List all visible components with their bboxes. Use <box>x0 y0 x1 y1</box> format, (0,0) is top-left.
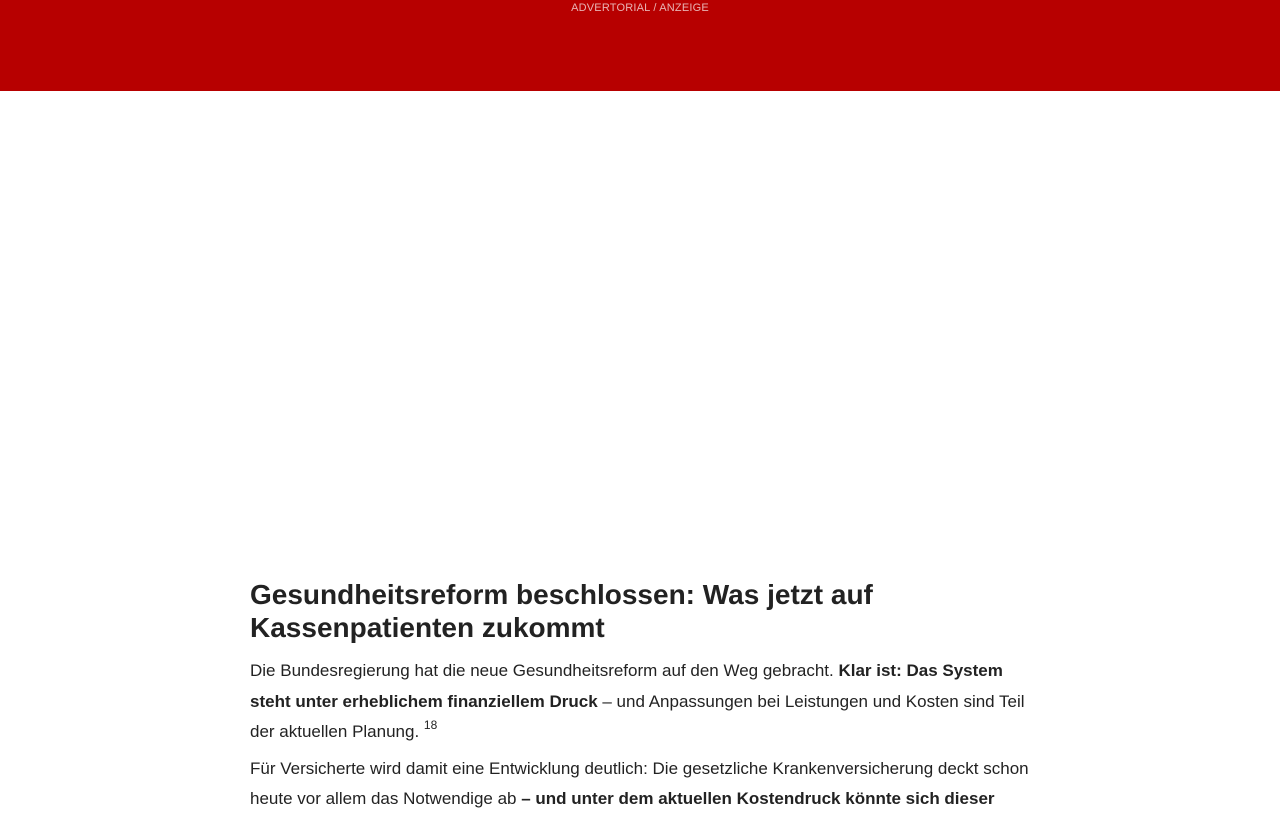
top-banner <box>0 0 1280 91</box>
hero-image-placeholder <box>0 91 1280 571</box>
article-headline: Gesundheitsreform beschlossen: Was jetzt auf Kassenpatienten zukommt <box>250 579 873 643</box>
advertorial-label: ADVERTORIAL / ANZEIGE <box>571 2 709 14</box>
paragraph-second <box>250 754 1040 815</box>
paragraph-text: Die Bundesregierung hat die neue Gesundheitsreform auf den Weg gebracht. <box>250 661 839 680</box>
paragraph-intro <box>250 656 1040 748</box>
paragraph-bold-text: – und unter dem aktuellen Kostendruck könnte sich dieser <box>521 789 995 808</box>
paragraph-text: Für Versicherte wird damit eine Entwicklung deutlich: Die gesetzliche Krankenversicherung deckt schon heute vor allem das Notwendige ab <box>250 758 1029 808</box>
paragraph-bold-text: Klar ist: Das System steht unter erheblichem finanziellem Druck <box>250 661 1003 711</box>
footnote-link[interactable]: 18 <box>423 718 438 732</box>
paragraph-text: – und Anpassungen bei Leistungen und Kosten sind Teil der aktuellen Planung. <box>250 691 1025 741</box>
article-body <box>250 578 1040 815</box>
